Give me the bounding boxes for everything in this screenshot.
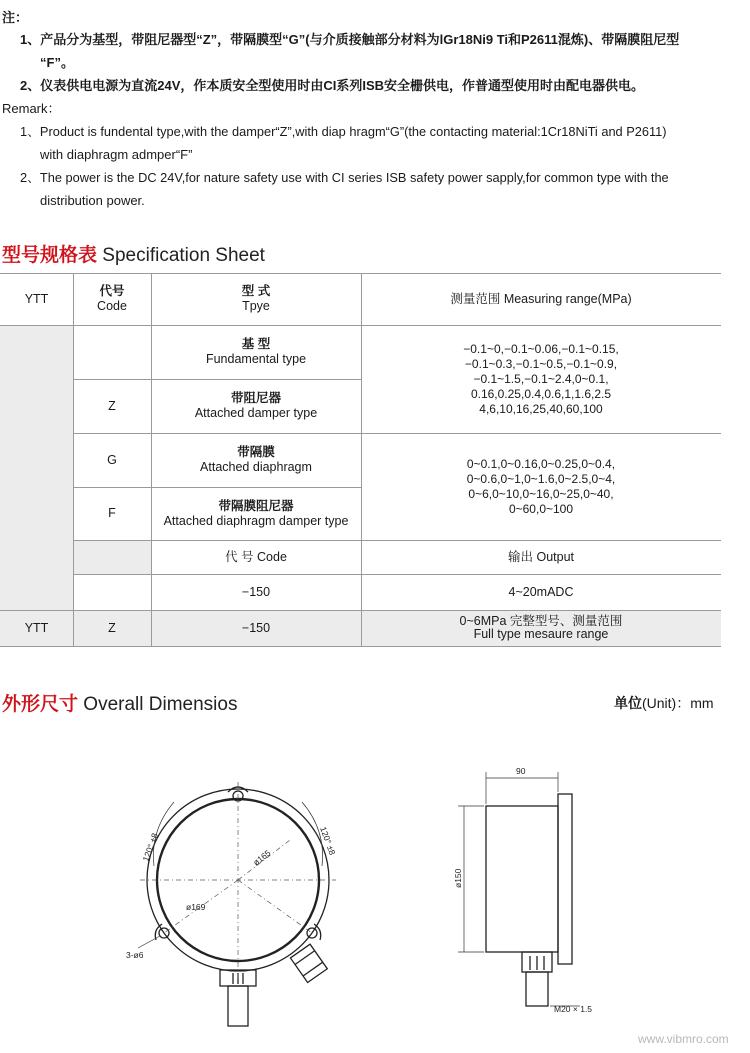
row-code: G [107,452,117,467]
label-d150: ø150 [453,868,463,888]
row-code: Z [108,398,116,413]
watermark: www.vibmro.com [638,1032,729,1046]
stem [526,972,548,1006]
notes-en-item-1-cont: with diaphragm admper“F” [40,147,193,162]
side-view-drawing [450,760,620,1025]
range-block-a: −0.1~0,−0.1~0.06,−0.1~0.15, −0.1~0.3,−0.1~0.5,−0.1~0.9, −0.1~1.5,−0.1~2.4,0~0.1, 0.16,0.25,0.4,0.6,1,1.6,2.5 4,6,10,16,25,40,60,100 [463,341,619,416]
notes-cn-item-1: 1、产品分为基型，带阻尼器型“Z”，带隔膜型“G”(与介质接触部分材料为lGr18Ni9 Ti和P2611混炼)、带隔膜阻尼型 [20,32,680,47]
row-code: F [108,506,116,520]
example-ytt: YTT [24,620,49,635]
label-d169: ø169 [186,902,206,912]
header-code: 代号 Code [97,284,127,313]
label-thread: M20 × 1.5 [554,1004,593,1014]
notes-cn-heading: 注： [2,10,29,25]
header-type: 型 式 Tpye [241,284,271,313]
header-ytt: YTT [24,291,49,306]
label-holes: 3-ø6 [126,950,144,960]
code-header: 代 号 Code [225,549,287,564]
row-type: 带隔膜 Attached diaphragm [200,445,312,474]
label-angle-left: 120° ±8 [140,831,160,863]
range-block-b: 0~0.1,0~0.16,0~0.25,0~0.4, 0~0.6,0~1,0~1.6,0~2.5,0~4, 0~6,0~10,0~16,0~25,0~40, 0~60,0~100 [466,456,616,516]
unit-label: 单位(Unit)：mm [614,695,714,711]
centerline-diag-b [238,880,312,933]
notes-en-heading: Remark： [2,101,61,116]
example-code: Z [108,620,116,635]
label-d165: ø165 [251,847,273,868]
spec-sheet-title [2,240,265,267]
front-flange [558,794,572,964]
row-type: 带阻尼器 Attached damper type [194,391,318,420]
label-angle-right: 120° ±8 [318,825,338,857]
gray-band-col1 [0,325,73,610]
header-range: 测量范围 Measuring range(MPa) [450,291,632,306]
output-value: 4~20mADC [508,584,574,599]
case-body [486,806,558,952]
example-type: −150 [241,620,271,635]
row-type: 基 型 Fundamental type [205,337,307,366]
front-view-drawing [110,770,370,1030]
row-type: 带隔膜阻尼器 Attached diaphragm damper type [163,498,349,528]
spec-title-en: Specification Sheet [102,245,265,266]
notes-en-item-2: 2、The power is the DC 24V,for nature safety use with CI series ISB safety power sapply,for common type with the [20,170,669,185]
dimensions-title [2,689,237,716]
output-header: 输出 Output [508,549,574,564]
dimensions-title-cn: 外形尺寸 [2,694,79,715]
notes-en-item-1: 1、Product is fundental type,with the damper“Z”,with diap hragm“G”(the contacting material:1Cr18NiTi and P2611) [20,124,667,139]
notes-cn-item-2: 2、仪表供电电源为直流24V，作本质安全型使用时由CI系列ISB安全栅供电，作普通型使用时由配电器供电。 [20,78,645,93]
notes-en-item-2-cont: distribution power. [40,193,145,208]
spec-table [0,273,721,647]
spec-title-cn: 型号规格表 [2,245,98,266]
dimensions-title-en: Overall Dimensios [83,694,238,715]
label-width90: 90 [516,766,526,776]
notes-cn-item-1-cont: “F”。 [40,55,74,70]
example-desc: 0~6MPa 完整型号、测量范围 Full type mesaure range [459,614,623,641]
gray-band-row-empty [73,540,151,574]
row-code [73,325,151,379]
holes-leader [138,936,160,948]
code-value: −150 [241,584,271,599]
